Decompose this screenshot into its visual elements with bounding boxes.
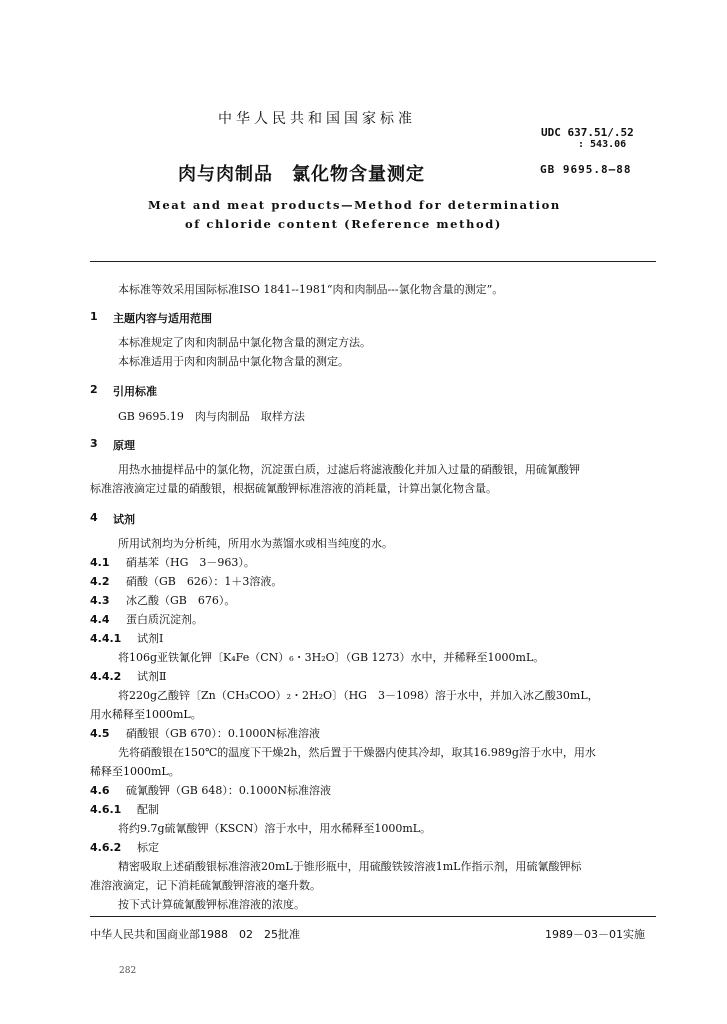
item-4-4-2-title: 试剂Ⅱ [137,670,167,683]
section-2-reference: GB 9695.19 肉与肉制品 取样方法 [118,410,305,423]
english-title-line2: of chloride content (Reference method) [185,217,502,231]
section-2-title: 引用标准 [113,385,157,398]
item-4-4-1-number: 4.4.1 [90,632,122,645]
item-4-6-2-title: 标定 [137,841,159,854]
item-4-5-number: 4.5 [90,727,110,740]
item-4-3: 冰乙酸（GB 676）。 [126,594,236,607]
section-3-number: 3 [90,437,98,450]
section-1-number: 1 [90,310,98,323]
item-4-1: 硝基苯（HG 3－963）。 [126,556,255,569]
footer-divider [90,916,656,917]
item-4-4-2-number: 4.4.2 [90,670,122,683]
section-3-title: 原理 [113,439,135,452]
section-4-number: 4 [90,511,98,524]
item-4-4-2-para-1: 将220g乙酸锌〔Zn（CH₃COO）₂・2H₂O〕（HG 3－1098）溶于水中，并加入冰乙酸30mL， [118,689,599,702]
section-3-para-1: 用热水抽提样品中的氯化物，沉淀蛋白质，过滤后将滤液酸化并加入过量的硝酸银，用硫氰酸钾 [118,463,580,476]
section-1-title: 主题内容与适用范围 [113,312,212,325]
section-3-para-2: 标准溶液滴定过量的硝酸银，根据硫氰酸钾标准溶液的消耗量，计算出氯化物含量。 [90,482,497,495]
issuing-authority: 中华人民共和国国家标准 [218,111,416,127]
item-4-4-2-para-2: 用水稀释至1000mL。 [90,708,202,721]
item-4-6-2-number: 4.6.2 [90,841,122,854]
item-4-6-2-para-3: 按下式计算硫氰酸钾标准溶液的浓度。 [118,898,305,911]
english-title-line1: Meat and meat products—Method for determination [148,198,561,212]
section-1-para-2: 本标准适用于肉和肉制品中氯化物含量的测定。 [118,355,349,368]
intro-paragraph: 本标准等效采用国际标准ISO 1841--1981“肉和肉制品---氯化物含量的测定”。 [118,283,504,296]
section-1-para-1: 本标准规定了肉和肉制品中氯化物含量的测定方法。 [118,336,371,349]
item-4-3-number: 4.3 [90,594,110,607]
item-4-1-number: 4.1 [90,556,110,569]
section-2-number: 2 [90,383,98,396]
effective-date: 1989－03－01实施 [545,928,645,941]
header-divider [90,261,656,262]
item-4-5: 硝酸银（GB 670）：0.1000N标准溶液 [126,727,320,740]
section-4-title: 试剂 [113,513,135,526]
udc-code-continuation: : 543.06 [578,139,627,150]
item-4-6: 硫氰酸钾（GB 648）：0.1000N标准溶液 [126,784,331,797]
item-4-6-1-para: 将约9.7g硫氰酸钾（KSCN）溶于水中，用水稀释至1000mL。 [118,822,432,835]
document-title: 肉与肉制品 氯化物含量测定 [178,164,425,185]
item-4-4-number: 4.4 [90,613,110,626]
item-4-2-number: 4.2 [90,575,110,588]
item-4-6-2-para-2: 准溶液滴定，记下消耗硫氰酸钾溶液的毫升数。 [90,879,321,892]
item-4-6-1-title: 配制 [137,803,159,816]
item-4-4: 蛋白质沉淀剂。 [126,613,203,626]
udc-code: UDC 637.51/.52 [541,126,634,139]
standard-number: GB 9695.8—88 [540,163,632,176]
item-4-2: 硝酸（GB 626）：1＋3溶液。 [126,575,283,588]
section-4-para: 所用试剂均为分析纯，所用水为蒸馏水或相当纯度的水。 [118,537,393,550]
item-4-4-1-title: 试剂Ⅰ [137,632,164,645]
item-4-5-para-2: 稀释至1000mL。 [90,765,180,778]
item-4-4-1-para: 将106g亚铁氰化钾〔K₄Fe（CN）₆・3H₂O〕（GB 1273）水中，并稀释至1000mL。 [118,651,545,664]
approval-line: 中华人民共和国商业部1988 02 25批准 [90,928,300,941]
item-4-6-number: 4.6 [90,784,110,797]
item-4-6-1-number: 4.6.1 [90,803,122,816]
page-number: 282 [119,966,137,976]
item-4-6-2-para-1: 精密吸取上述硝酸银标准溶液20mL于锥形瓶中，用硫酸铁铵溶液1mL作指示剂，用硫氰酸钾标 [118,860,582,873]
item-4-5-para-1: 先将硝酸银在150℃的温度下干燥2h，然后置于干燥器内使其冷却，取其16.989g溶于水中，用水 [118,746,596,759]
